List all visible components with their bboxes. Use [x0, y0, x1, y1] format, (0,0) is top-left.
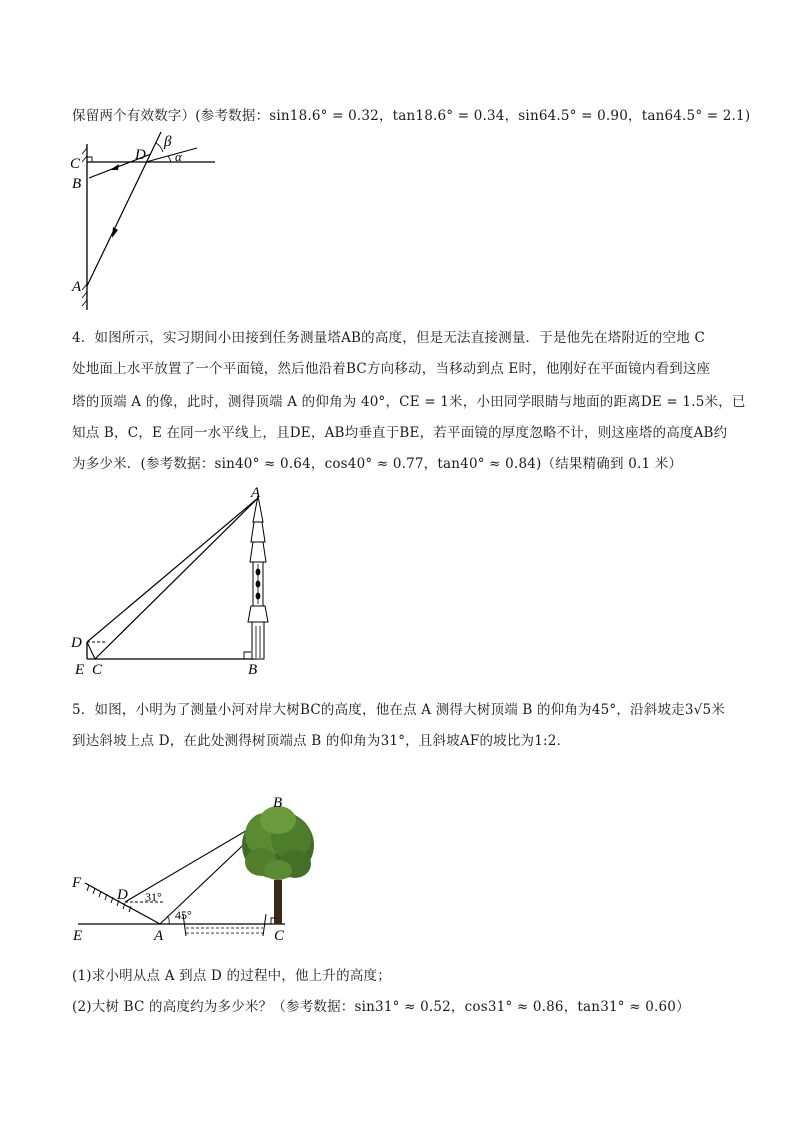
fig2-label-c: C [92, 662, 103, 678]
fig2-label-d: D [71, 635, 82, 651]
text-q4-line-1: 4．如图所示，实习期间小田接到任务测量塔AB的高度，但是无法直接测量．于是他先在塔附近的空地 C [72, 330, 705, 346]
fig3-label-angle-45: 45° [175, 908, 192, 922]
fig3-label-angle-31: 31° [145, 890, 162, 904]
fig3-label-b: B [273, 795, 283, 811]
text-line-ref-data-1: 保留两个有效数字）(参考数据：sin18.6° = 0.32，tan18.6° = 0.34，sin64.5° = 0.90，tan64.5° = 2.1) [72, 108, 751, 124]
figure-tower [65, 482, 285, 682]
fig2-label-e: E [75, 662, 85, 678]
fig1-label-a: A [72, 279, 82, 295]
fig3-label-e: E [73, 928, 83, 944]
fig1-label-d: D [135, 147, 146, 163]
text-q5-sub-2: (2)大树 BC 的高度约为多少米？（参考数据：sin31° ≈ 0.52，cos31° ≈ 0.86，tan31° ≈ 0.60） [72, 999, 690, 1015]
fig1-label-b: B [72, 176, 82, 192]
figure-reflection [60, 128, 230, 318]
text-q5-line-1: 5．如图，小明为了测量小河对岸大树BC的高度，他在点 A 测得大树顶端 B 的仰角为45°，沿斜坡走3√5米 [72, 702, 725, 718]
fig3-label-a: A [154, 928, 164, 944]
fig3-label-c: C [274, 928, 285, 944]
fig1-label-beta: β [164, 134, 172, 150]
text-q4-line-4: 知点 B，C，E 在同一水平线上，且DE，AB均垂直于BE，若平面镜的厚度忽略不计，则这座塔的高度AB约 [72, 425, 728, 441]
fig2-label-b: B [248, 662, 258, 678]
fig3-label-d: D [117, 887, 128, 903]
figure-tree-slope [65, 790, 325, 950]
fig1-label-c: C [70, 156, 81, 172]
text-q5-line-2: 到达斜坡上点 D，在此处测得树顶端点 B 的仰角为31°，且斜坡AF的坡比为1:2． [72, 733, 571, 749]
text-q4-line-2: 处地面上水平放置了一个平面镜，然后他沿着BC方向移动，当移动到点 E时，他刚好在平面镜内看到这座 [72, 361, 711, 377]
fig1-label-alpha: α [175, 149, 182, 164]
fig2-label-a: A [251, 485, 261, 501]
text-q4-line-3: 塔的顶端 A 的像，此时，测得顶端 A 的仰角为 40°，CE = 1米，小田同学眼睛与地面的距离DE = 1.5米，已 [72, 394, 746, 410]
fig3-label-f: F [72, 875, 82, 891]
text-q4-line-5: 为多少米．(参考数据：sin40° ≈ 0.64，cos40° ≈ 0.77，tan40° ≈ 0.84)（结果精确到 0.1 米） [72, 456, 683, 472]
text-q5-sub-1: (1)求小明从点 A 到点 D 的过程中，他上升的高度； [72, 968, 391, 984]
